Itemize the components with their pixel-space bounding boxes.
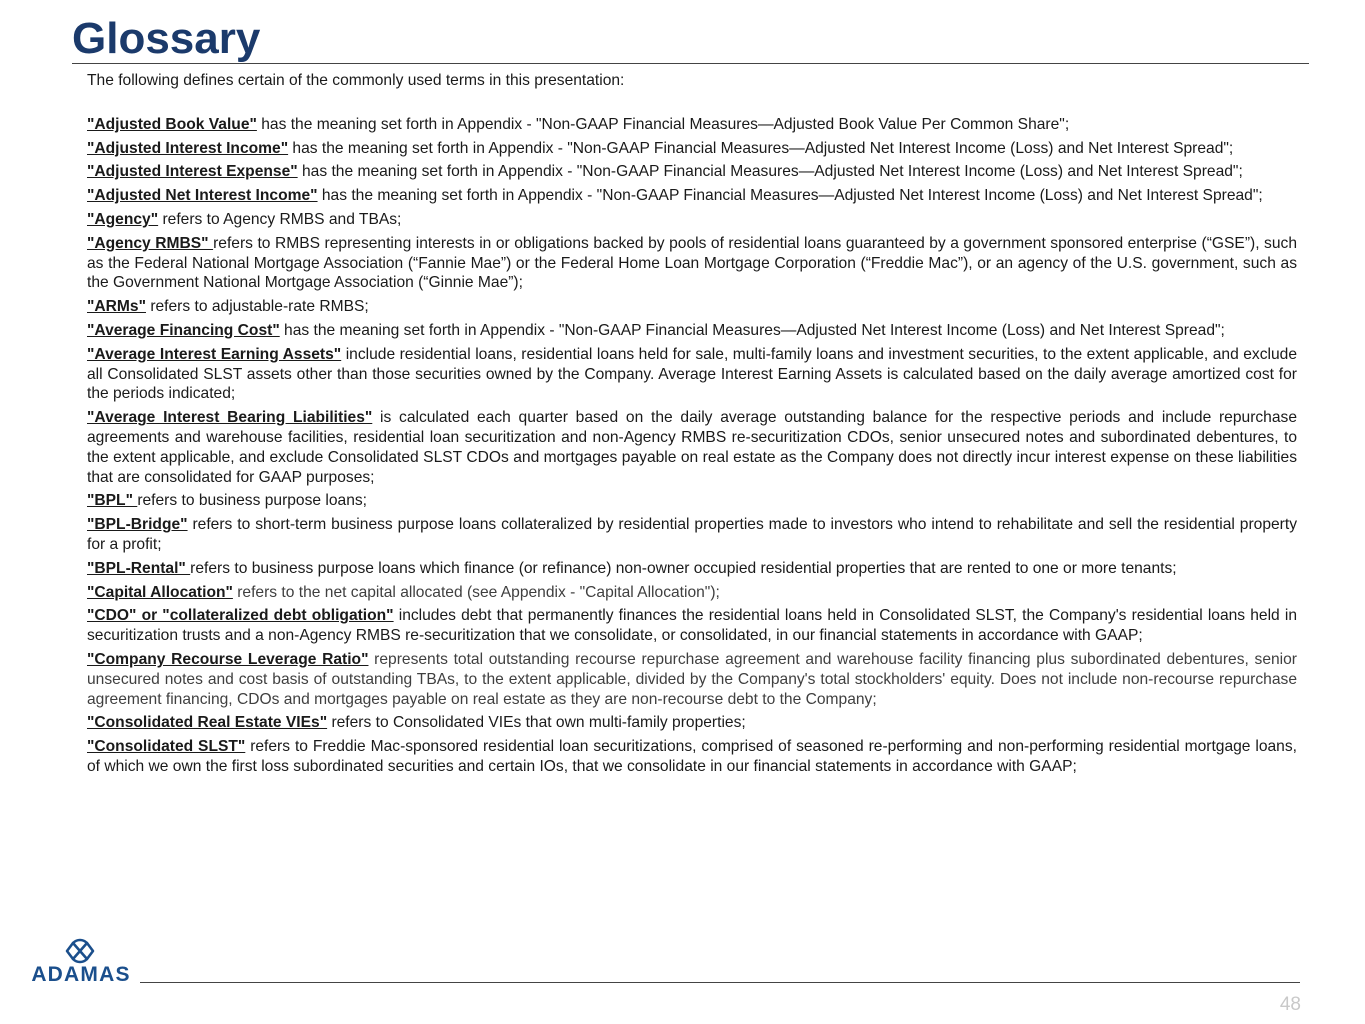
glossary-term: "Consolidated Real Estate VIEs" [87,714,328,732]
glossary-definition: refers to adjustable-rate RMBS; [145,298,369,316]
page-number: 48 [1279,994,1301,1015]
footer-divider [140,982,1300,983]
glossary-term: "ARMs" [87,298,146,316]
glossary-entry-cdo [87,606,1297,646]
glossary-term: "Adjusted Net Interest Income" [87,187,318,205]
glossary-term: "Average Financing Cost" [87,321,280,339]
glossary-definition: refers to business purpose loans which finance (or refinance) non-owner occupied residential properties that are rented to one or more tenants; [190,559,1177,577]
glossary-definition: include residential loans, residential loans held for sale, multi-family loans and investment securities, to the extent applicable, and exclude all Consolidated SLST assets other than those securities owned by the Company. Average Interest Earning Assets is calculated based on the daily average amortized cost for the periods indicated; [87,345,1297,403]
glossary-term: "Consolidated SLST" [87,738,246,756]
glossary-entry-consolidated-slst [87,737,1297,777]
glossary-definition: refers to Freddie Mac-sponsored residential loan securitizations, comprised of seasoned re-performing and non-performing residential mortgage loans, of which we own the first loss subordinated securities and certain IOs, that we consolidate in our financial statements in accordance with GAAP; [87,738,1297,775]
glossary-entry-agency-rmbs [87,234,1297,293]
page-title: Glossary [72,14,261,63]
glossary-term: "Adjusted Interest Expense" [87,163,298,181]
glossary-entry-consolidated-real-estate-vies [87,713,1297,733]
glossary-entry-adjusted-interest-income [87,139,1297,159]
intro-text: The following defines certain of the commonly used terms in this presentation: [87,72,625,89]
glossary-term: "BPL-Bridge" [87,516,188,534]
glossary-entry-bpl-bridge [87,515,1297,555]
glossary-term: "Adjusted Interest Income" [87,139,289,157]
glossary-entry-company-recourse-leverage-ratio [87,650,1297,709]
glossary-definition: has the meaning set forth in Appendix - "Non-GAAP Financial Measures—Adjusted Net Interest Income (Loss) and Net Interest Spread"; [288,139,1234,157]
glossary-entry-adjusted-book-value [87,115,1297,135]
glossary-definition: has the meaning set forth in Appendix - "Non-GAAP Financial Measures—Adjusted Net Interest Income (Loss) and Net Interest Spread"; [297,163,1243,181]
glossary-entry-adjusted-net-interest-income [87,186,1297,206]
glossary-entry-bpl-rental [87,559,1297,579]
glossary-entry-arms [87,297,1297,317]
glossary-body [87,71,1297,781]
linked-rings-logo-icon [63,938,97,964]
glossary-term: "Capital Allocation" [87,583,233,601]
title-divider [72,63,1309,64]
glossary-definition: includes debt that permanently finances the residential loans held in Consolidated SLST, the Company's residential loans held in securitization trusts and a non-Agency RMBS re-securitization that we consolidate, or consolidated, in our financial statements in accordance with GAAP; [87,607,1298,645]
glossary-entry-bpl [87,491,1297,511]
glossary-entry-average-interest-bearing-liabilities [87,408,1297,487]
glossary-definition: has the meaning set forth in Appendix - "Non-GAAP Financial Measures—Adjusted Net Interest Income (Loss) and Net Interest Spread"; [317,187,1263,205]
glossary-term: "CDO" or "collateralized debt obligation" [87,607,394,625]
glossary-term: "Average Interest Earning Assets" [87,345,342,363]
glossary-term: "BPL-Rental" [87,559,191,577]
glossary-definition: refers to short-term business purpose loans collateralized by residential properties made to investors who intend to rehabilitate and sell the residential property for a profit; [87,516,1297,553]
glossary-term: "Company Recourse Leverage Ratio" [87,650,369,668]
glossary-definition: has the meaning set forth in Appendix - "Non-GAAP Financial Measures—Adjusted Book Value Per Common Share"; [256,115,1070,133]
glossary-definition: is calculated each quarter based on the daily average outstanding balance for the respective periods and include repurchase agreements and warehouse facilities, residential loan securitization and non-Agency RMBS re-securitization CDOs, senior unsecured notes and subordinated debentures, to the extent applicable, and exclude Consolidated SLST CDOs and mortgages payable on real estate as the Company does not directly incur interest expense on these liabilities that are consolidated for GAAP purposes; [87,409,1297,486]
company-logo [26,938,136,990]
glossary-entry-average-interest-earning-assets [87,345,1297,404]
glossary-entry-capital-allocation [87,583,1297,603]
glossary-definition: refers to RMBS representing interests in or obligations backed by pools of residential loans guaranteed by a government sponsored enterprise (“GSE”), such as the Federal National Mortgage Association (“Fannie Mae”) or the Federal Home Loan Mortgage Corporation (“Freddie Mac”), or an agency of the U.S. government, such as the Government National Mortgage Association (“Ginnie Mae”); [87,234,1297,292]
glossary-term: "Agency" [87,210,159,228]
logo-wordmark: ADAMAS [31,963,131,986]
glossary-entry-adjusted-interest-expense [87,162,1297,182]
glossary-definition: refers to the net capital allocated (see Appendix - "Capital Allocation"); [232,583,720,601]
glossary-definition: represents total outstanding recourse repurchase agreement and warehouse facility financing plus subordinated debentures, senior unsecured notes and cost basis of outstanding TBAs, to the extent applicable, divided by the Company's total stockholders' equity. Does not include non-recourse repurchase agreement financing, CDOs and mortgages payable on real estate as they are non-recourse debt to the Company; [87,650,1297,708]
glossary-entry-agency [87,210,1297,230]
glossary-term: "Adjusted Book Value" [87,115,257,133]
glossary-definition: refers to business purpose loans; [137,492,368,510]
glossary-entry-average-financing-cost [87,321,1297,341]
glossary-term: "Agency RMBS" [87,234,214,252]
glossary-term: "BPL" [87,492,138,510]
glossary-definition: has the meaning set forth in Appendix - "Non-GAAP Financial Measures—Adjusted Net Interest Income (Loss) and Net Interest Spread"; [279,321,1225,339]
glossary-definition: refers to Agency RMBS and TBAs; [158,210,402,228]
glossary-definition: refers to Consolidated VIEs that own multi-family properties; [327,714,746,732]
glossary-term: "Average Interest Bearing Liabilities" [87,409,373,427]
